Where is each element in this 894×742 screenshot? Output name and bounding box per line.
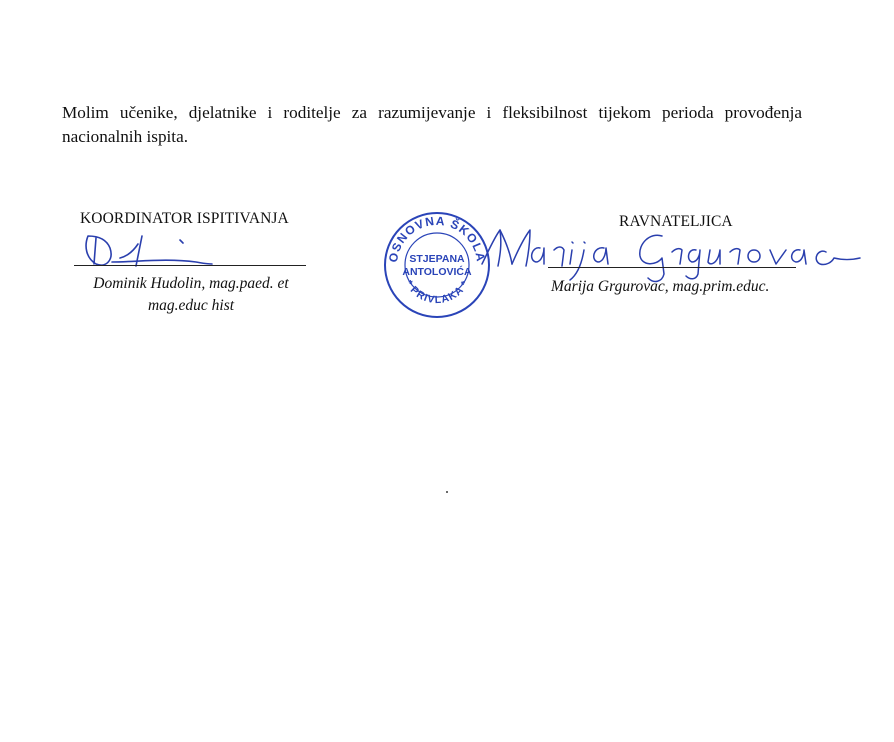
principal-name: Marija Grgurovac, mag.prim.educ. <box>551 278 770 295</box>
coordinator-name-line-2: mag.educ hist <box>147 297 235 314</box>
coordinator-signature-line <box>74 265 306 266</box>
principal-signature-line <box>548 267 796 268</box>
coordinator-handwritten-signature <box>76 228 216 268</box>
stamp-outer-top-text: OSNOVNA ŠKOLA <box>385 213 489 264</box>
stamp-outer-bottom-text: * PRIVLAKA * <box>402 278 472 307</box>
coordinator-role-title: KOORDINATOR ISPITIVANJA <box>80 210 289 227</box>
coordinator-name-line-1: Dominik Hudolin, mag.paed. et <box>93 275 289 292</box>
closing-paragraph: Molim učenike, djelatnike i roditelje za razumijevanje i fleksibilnost tijekom perioda provođenja nacionalnih ispita. <box>62 103 802 147</box>
svg-text:* PRIVLAKA * <box>403 278 472 306</box>
scan-speck <box>446 491 448 493</box>
coordinator-name <box>70 273 312 317</box>
stamp-center-line-1: STJEPANA <box>409 253 465 265</box>
stamp-center-line-2: ANTOLOVIĆA <box>402 266 472 278</box>
principal-role-title: RAVNATELJICA <box>619 213 733 230</box>
